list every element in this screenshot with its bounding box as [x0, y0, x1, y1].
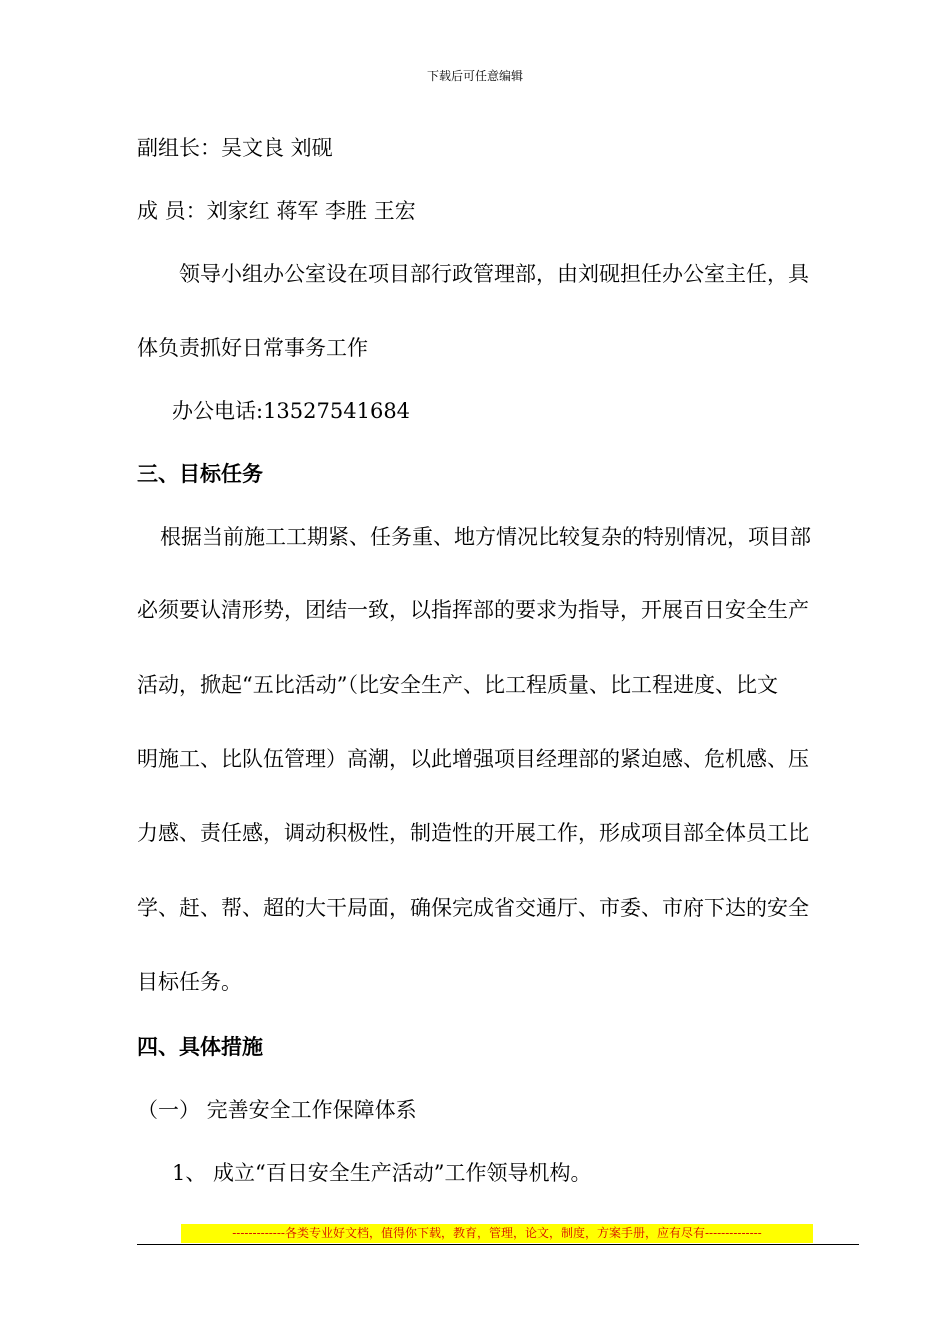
section-3-line: 明施工、比队伍管理）高潮，以此增强项目经理部的紧迫感、危机感、压 — [137, 747, 809, 771]
section-3-line: 力感、责任感，调动积极性，制造性的开展工作，形成项目部全体员工比 — [137, 821, 809, 845]
office-phone-line: 办公电话:13527541684 — [172, 399, 411, 423]
section-3-line: 必须要认清形势，团结一致，以指挥部的要求为指导，开展百日安全生产 — [137, 598, 809, 622]
office-paragraph-line-1: 领导小组办公室设在项目部行政管理部，由刘砚担任办公室主任，具 — [179, 262, 809, 286]
members-line: 成 员：刘家红 蒋军 李胜 王宏 — [137, 199, 416, 223]
page-header: 下载后可任意编辑 — [426, 69, 523, 83]
section-3-line: 目标任务。 — [137, 970, 242, 994]
section-3-line: 根据当前施工工期紧、任务重、地方情况比较复杂的特别情况，项目部 — [160, 525, 811, 549]
section-4-heading: 四、具体措施 — [137, 1034, 263, 1059]
deputy-leader-line: 副组长：吴文良 刘砚 — [137, 136, 333, 160]
section-3-line: 活动，掀起“五比活动”（比安全生产、比工程质量、比工程进度、比文 — [137, 673, 778, 697]
footer-banner: -------------各类专业好文档，值得你下载，教育，管理，论文，制度，方案手册，应有尽有-------------- — [181, 1224, 813, 1243]
footer-divider — [137, 1244, 859, 1245]
item-1-line: 1、 成立“百日安全生产活动”工作领导机构。 — [172, 1161, 592, 1185]
office-paragraph-line-2: 体负责抓好日常事务工作 — [137, 336, 368, 360]
section-3-line: 学、赶、帮、超的大干局面，确保完成省交通厅、市委、市府下达的安全 — [137, 896, 809, 920]
subsection-1-heading: （一） 完善安全工作保障体系 — [137, 1098, 417, 1122]
section-3-heading: 三、目标任务 — [137, 461, 263, 486]
